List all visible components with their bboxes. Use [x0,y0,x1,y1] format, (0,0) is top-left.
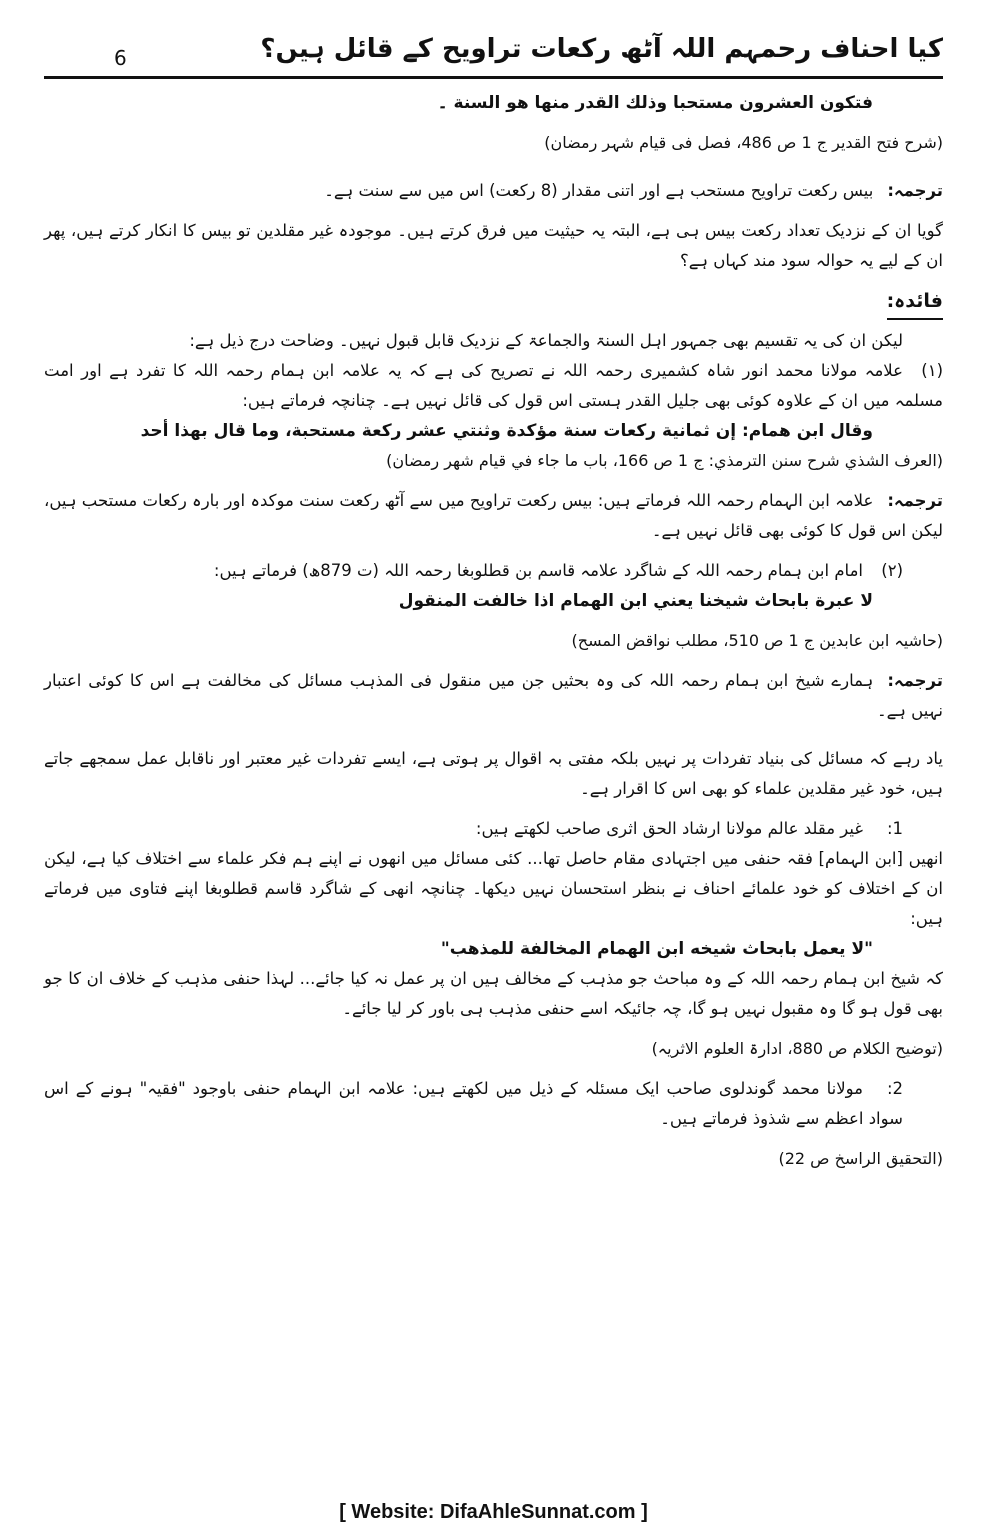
translation [44,666,943,726]
section-heading [44,286,943,320]
paragraph: گویا ان کے نزدیک تعداد رکعت بیس ہی ہے، البتہ یہ حیثیت میں فرق کرتے ہیں۔ موجودہ غیر مقلدین تو بیس کا انکار کرتے ہیں، پھر ان کے لیے یہ حوالہ سود مند کہاں ہے؟ [44,221,943,270]
item-text: امام ابن ہمام رحمہ اللہ کے شاگرد علامہ قاسم بن قطلوبغا رحمہ اللہ (ت 879ھ) فرماتے ہیں: [213,561,863,580]
arabic-quote: "لا يعمل بابحاث شيخه ابن الهمام المخالفة للمذهب" [440,939,873,959]
item-text: غیر مقلد عالم مولانا ارشاد الحق اثری صاحب لکھتے ہیں: [475,819,863,838]
quote-text: کہ شیخ ابن ہمام رحمہ اللہ کے وہ مباحث جو مذہب کے مخالف ہیں ان پر عمل نہ کیا جائے... لہذا حنفی مذہب کے خلاف ان کا جو بھی قول ہو گا وہ مقبول نہیں ہو گا، چہ جائیکہ اسے حنفی مذہب ہی باور کر لیا جائے۔ [44,969,943,1018]
page-title: کیا احناف رحمہم اللہ آٹھ رکعات تراویح کے قائل ہیں؟ [260,34,943,64]
quote-text: انھیں [ابن الہمام] فقہ حنفی میں اجتہادی مقام حاصل تھا... کئی مسائل میں انھوں نے اپنے ہم فکر علماء سے اختلاف کیا ہے، لیکن ان کے اختلاف کو خود علمائے احناف نے بنظر استحسان نہیں دیکھا۔ چنانچہ انھی کے شاگرد قاسم قطلوبغا اپنے فتاوی میں فرماتے ہیں: [44,849,943,928]
translation-text: ہمارے شیخ ابن ہمام رحمہ اللہ کی وہ بحثیں جن میں منقول فی المذہب مسائل کی مخالفت ہے اس کا کوئی اعتبار نہیں ہے۔ [44,671,943,720]
reference: (توضیح الکلام ص 880، ادارۃ العلوم الاثریہ) [651,1039,943,1058]
reference: (العرف الشذي شرح سنن الترمذي: ج 1 ص 166، باب ما جاء في قيام شهر رمضان) [386,451,943,470]
reference: (شرح فتح القدیر ج 1 ص 486، فصل فی قیام شہر رمضان) [544,133,943,152]
translation-text: بیس رکعت تراویح مستحب ہے اور اتنی مقدار (8 رکعت) اس میں سے سنت ہے۔ [324,181,874,200]
arabic-quote: فتكون العشرون مستحبا وذلك القدر منها هو السنة ۔ [437,93,873,113]
faida-heading: فائدہ: [887,286,943,320]
page-number: 6 [114,46,127,70]
item-text: مولانا محمد گوندلوی صاحب ایک مسئلہ کے ذیل میں لکھتے ہیں: علامہ ابن الہمام حنفی باوجود "فقیہ" ہونے کے اس سواد اعظم سے شذوذ فرماتے ہیں۔ [44,1079,903,1128]
list-item [44,356,943,416]
translation-label: ترجمہ: [887,671,943,690]
translation-label: ترجمہ: [887,491,943,510]
reference: (حاشیہ ابن عابدین ج 1 ص 510، مطلب نواقض المسح) [571,631,943,650]
document-body [44,88,943,1476]
arabic-quote: وقال ابن همام: إن ثمانية ركعات سنة مؤكدة وثنتي عشر ركعة مستحبة، وما قال بهذا أحد [140,421,873,441]
website-footer: [ Website: DifaAhleSunnat.com ] [339,1501,648,1523]
item-number: (۱) [921,361,943,380]
list-item [44,556,943,586]
list-item [44,814,943,844]
paragraph: لیکن ان کی یہ تقسیم بھی جمہور اہل السنۃ والجماعۃ کے نزدیک قابل قبول نہیں۔ وضاحت درج ذیل ہے: [189,331,903,350]
translation-label: ترجمہ: [887,181,943,200]
translation [44,176,943,206]
paragraph: یاد رہے کہ مسائل کی بنیاد تفردات پر نہیں بلکہ مفتی بہ اقوال پر ہوتی ہے، ایسے تفردات غیر معتبر اور ناقابل عمل سمجھے جاتے ہیں، خود غیر مقلدین علماء کو بھی اس کا اقرار ہے۔ [44,749,943,798]
page-header [44,28,943,79]
item-number: (۲) [881,561,903,580]
item-number: 1: [886,819,903,838]
translation [44,486,943,546]
item-number: 2: [886,1079,903,1098]
translation-text: علامہ ابن الہمام رحمہ اللہ فرماتے ہیں: بیس رکعت تراویح میں سے آٹھ رکعت سنت موکدہ اور بارہ رکعات مستحب ہیں، لیکن اس قول کا کوئی بھی قائل نہیں ہے۔ [44,491,943,540]
list-item [44,1074,943,1134]
item-text: علامہ مولانا محمد انور شاہ کشمیری رحمہ اللہ نے تصریح کی ہے کہ یہ علامہ ابن ہمام رحمہ اللہ کا تفرد ہے اور امت مسلمہ میں ان کے علاوہ کوئی بھی جلیل القدر ہستی اس قول کی قائل نہیں ہے۔ چنانچہ فرماتے ہیں: [44,361,943,410]
reference: (التحقیق الراسخ ص 22) [778,1149,943,1168]
arabic-quote: لا عبرة بابحاث شيخنا يعني ابن الهمام اذا خالفت المنقول [398,591,873,611]
